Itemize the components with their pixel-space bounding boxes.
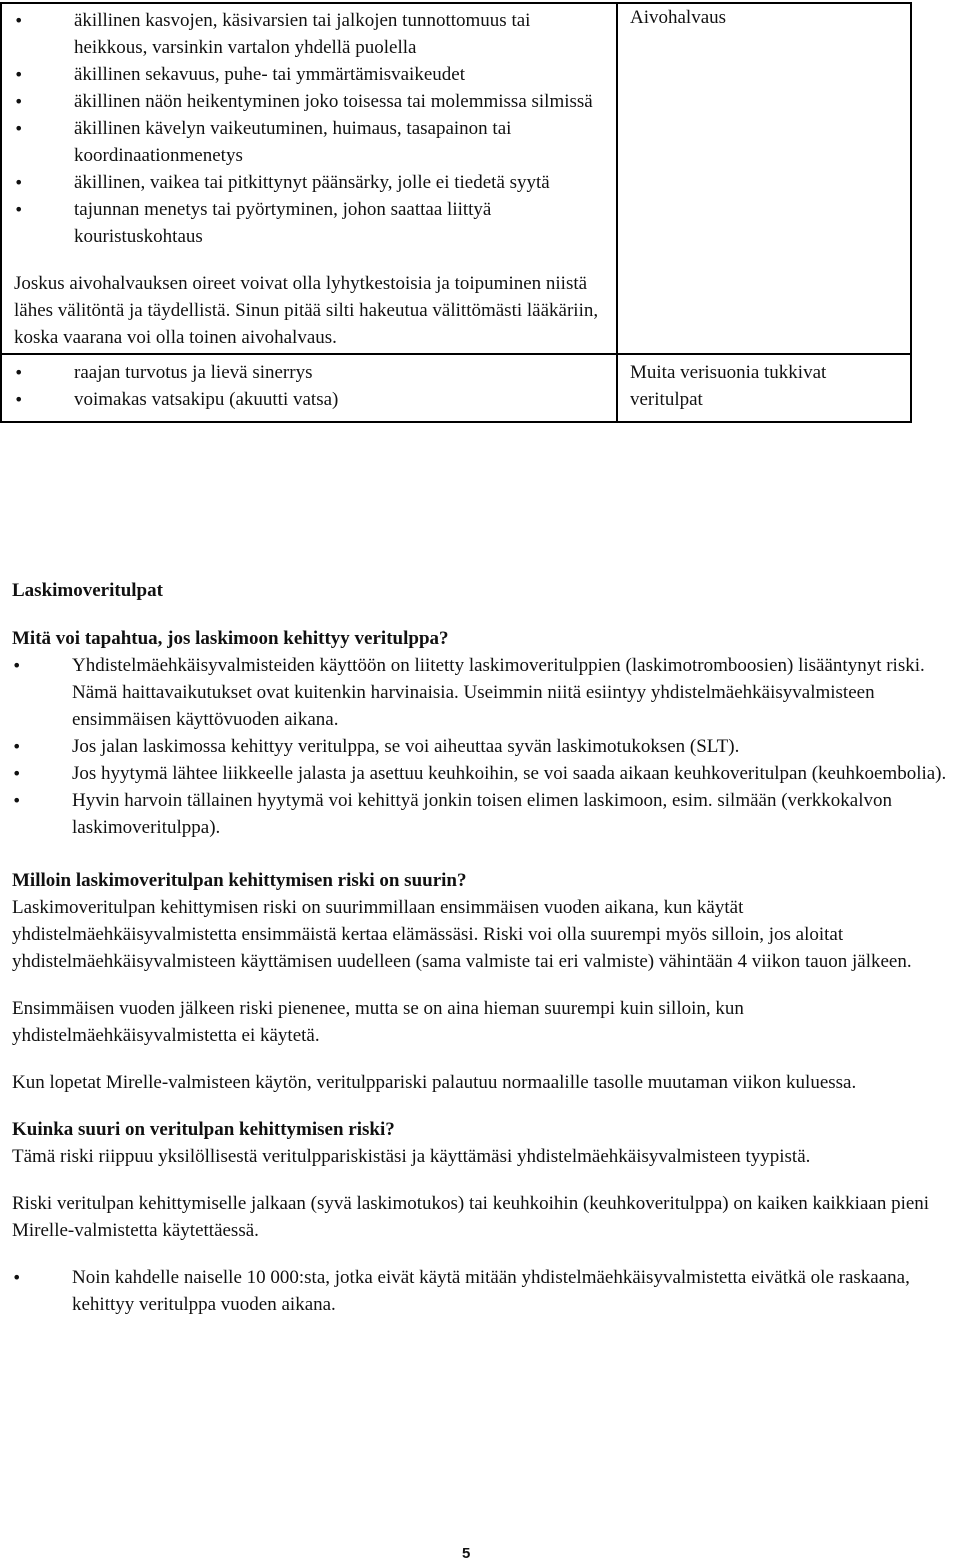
list-item: • Yhdistelmäehkäisyvalmisteiden käyttöön on liitetty laskimoveritulppien (laskimotromboosien) lisääntynyt riski. Nämä haittavaikutukset ovat kuitenkin harvinaisia. Useimmin niitä esiintyy yhdistelmäehkäisyvalmisteen ensimmäisen käyttövuoden aikana. bbox=[12, 652, 948, 733]
symptom-list bbox=[14, 359, 606, 413]
question-heading: Kuinka suuri on veritulpan kehittymisen riski? bbox=[12, 1119, 395, 1140]
paragraph: Laskimoveritulpan kehittymisen riski on suurimmillaan ensimmäisen vuoden aikana, kun käytät yhdistelmäehkäisyvalmistetta ensimmäistä kertaa elämässäsi. Riski voi olla suurempi myös silloin, jos aloitat yhdistelmäehkäisyvalmisteen käyttämisen uudelleen (sama valmiste tai eri valmiste) vähintään 4 viikon tauon jälkeen. bbox=[12, 897, 912, 972]
table-row bbox=[1, 354, 911, 422]
symptom-list bbox=[14, 7, 606, 250]
symptom-table bbox=[0, 2, 912, 423]
list-item: • Noin kahdelle naiselle 10 000:sta, jotka eivät käytä mitään yhdistelmäehkäisyvalmistetta eivätkä ole raskaana, kehittyy veritulppa vuoden aikana. bbox=[12, 1264, 948, 1318]
condition-cell bbox=[617, 354, 911, 422]
question-heading: Mitä voi tapahtua, jos laskimoon kehittyy veritulppa? bbox=[12, 628, 449, 649]
list-item: • äkillinen näön heikentyminen joko toisessa tai molemmissa silmissä bbox=[14, 88, 606, 115]
list-item: • äkillinen kävelyn vaikeutuminen, huimaus, tasapainon tai koordinaationmenetys bbox=[14, 115, 606, 169]
list-item: • äkillinen kasvojen, käsivarsien tai jalkojen tunnottomuus tai heikkous, varsinkin vartalon yhdellä puolella bbox=[14, 7, 606, 61]
list-item: • voimakas vatsakipu (akuutti vatsa) bbox=[14, 386, 606, 413]
list-item: • tajunnan menetys tai pyörtyminen, johon saattaa liittyä kouristuskohtaus bbox=[14, 196, 606, 250]
paragraph: Kun lopetat Mirelle-valmisteen käytön, veritulppariski palautuu normaalille tasolle muutaman viikon kuluessa. bbox=[12, 1072, 857, 1093]
symptoms-cell bbox=[1, 3, 617, 354]
page-number: 5 bbox=[462, 1545, 471, 1562]
paragraph: Riski veritulpan kehittymiselle jalkaan (syvä laskimotukos) tai keuhkoihin (keuhkoveritulppa) on kaiken kaikkiaan pieni Mirelle-valmistetta käytettäessä. bbox=[12, 1193, 930, 1241]
section-title: Laskimoveritulpat bbox=[12, 580, 163, 601]
paragraph: Ensimmäisen vuoden jälkeen riski pienenee, mutta se on aina hieman suurempi kuin silloin, kun yhdistelmäehkäisyvalmistetta ei käytetä. bbox=[12, 998, 744, 1046]
list-item: • äkillinen sekavuus, puhe- tai ymmärtämisvaikeudet bbox=[14, 61, 606, 88]
condition-label: Muita verisuonia tukkivat veritulpat bbox=[630, 362, 827, 410]
paragraph: Tämä riski riippuu yksilöllisestä veritulppariskistäsi ja käyttämäsi yhdistelmäehkäisyvalmisteen tyypistä. bbox=[12, 1146, 811, 1167]
condition-label: Aivohalvaus bbox=[630, 7, 727, 28]
risk-list bbox=[12, 652, 948, 841]
list-item: • Jos hyytymä lähtee liikkeelle jalasta ja asettuu keuhkoihin, se voi saada aikaan keuhkoveritulpan (keuhkoembolia). bbox=[12, 760, 948, 787]
statistic-list bbox=[12, 1264, 948, 1318]
list-item: • raajan turvotus ja lievä sinerrys bbox=[14, 359, 606, 386]
table-row bbox=[1, 3, 911, 354]
stroke-note: Joskus aivohalvauksen oireet voivat olla lyhytkestoisia ja toipuminen niistä lähes välitöntä ja täydellistä. Sinun pitää silti hakeutua välittömästi lääkäriin, koska vaarana voi olla toinen aivohalvaus. bbox=[14, 273, 599, 348]
list-item: • äkillinen, vaikea tai pitkittynyt päänsärky, jolle ei tiedetä syytä bbox=[14, 169, 606, 196]
list-item: • Hyvin harvoin tällainen hyytymä voi kehittyä jonkin toisen elimen laskimoon, esim. silmään (verkkokalvon laskimoveritulppa). bbox=[12, 787, 948, 841]
list-item: • Jos jalan laskimossa kehittyy veritulppa, se voi aiheuttaa syvän laskimotukoksen (SLT). bbox=[12, 733, 948, 760]
main-text bbox=[12, 577, 948, 1318]
symptoms-cell bbox=[1, 354, 617, 422]
condition-cell bbox=[617, 3, 911, 354]
question-heading: Milloin laskimoveritulpan kehittymisen riski on suurin? bbox=[12, 870, 467, 891]
